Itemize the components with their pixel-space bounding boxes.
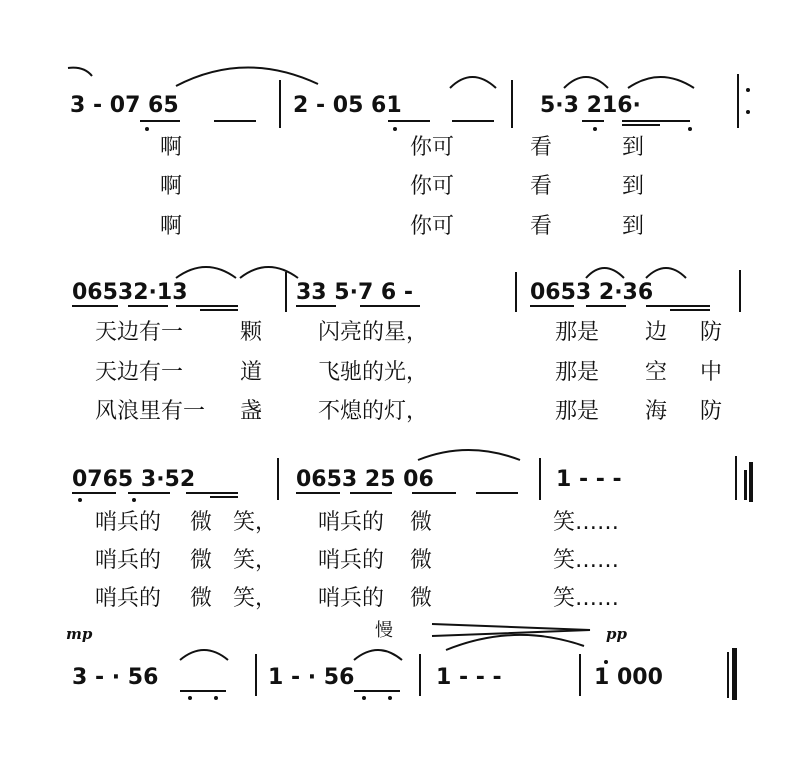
slur-mark (586, 268, 624, 278)
lyric-s2-v1-f: 防 (700, 320, 723, 345)
lyric-s2-v1-b: 颗 (240, 320, 263, 345)
lyric-s2-v2-b: 道 (240, 360, 263, 385)
lyric-s3-v1-a: 哨兵的 (95, 510, 162, 535)
octave-dot (214, 696, 218, 700)
tempo-marking: 慢 (375, 620, 393, 641)
slur-mark (646, 268, 686, 278)
notes-s4-m3: 1 - - - (436, 665, 502, 690)
slur-mark (176, 267, 236, 278)
lyric-s2-v3-f: 防 (700, 399, 723, 424)
repeat-dot (746, 88, 750, 92)
slur-mark (564, 77, 608, 88)
octave-dot (604, 660, 608, 664)
lyric-s2-v2-c: 飞驰的光， (318, 360, 429, 385)
notes-s2-m1: 06532·13 (72, 280, 188, 305)
slur-mark (418, 450, 520, 460)
octave-dot (388, 696, 392, 700)
lyric-s1-v1-b: 你可 (410, 135, 455, 160)
lyric-s3-v1-f: 笑…… (553, 510, 620, 535)
notes-s1-m1: 3 - 07 65 (70, 93, 179, 118)
notes-s2-m2: 33 5·7 6 - (296, 280, 414, 305)
lyric-s3-v3-e: 微 (410, 586, 433, 611)
lyric-s1-v1-d: 到 (622, 135, 645, 160)
octave-dot (688, 127, 692, 131)
lyric-s3-v3-c: 笑， (233, 586, 278, 611)
slur-mark (446, 635, 584, 650)
notes-s3-m1: 0765 3·52 (72, 467, 196, 492)
octave-dot (593, 127, 597, 131)
notes-s1-m3: 5·3 216· (540, 93, 641, 118)
lyric-s3-v3-a: 哨兵的 (95, 586, 162, 611)
lyric-s3-v2-a: 哨兵的 (95, 548, 162, 573)
lyric-s2-v3-b: 盏 (240, 399, 263, 424)
lyric-s3-v3-f: 笑…… (553, 586, 620, 611)
repeat-dot (746, 110, 750, 114)
lyric-s1-v1-a: 啊 (160, 135, 183, 160)
lyric-s3-v1-c: 笑， (233, 510, 278, 535)
lyric-s2-v2-a: 天边有一 (95, 360, 184, 385)
slur-mark (180, 650, 228, 660)
octave-dot (132, 498, 136, 502)
notes-s3-m2: 0653 25 06 (296, 467, 434, 492)
lyric-s3-v2-c: 笑， (233, 548, 278, 573)
dynamic-pp: pp (606, 625, 627, 643)
notes-s4-m4: 1 000 (594, 665, 663, 690)
slur-mark (628, 77, 694, 88)
lyric-s1-v1-c: 看 (530, 135, 553, 160)
slur-mark (176, 67, 318, 86)
lyric-s3-v1-d: 哨兵的 (318, 510, 385, 535)
lyric-s2-v1-d: 那是 (555, 320, 600, 345)
notes-s2-m3: 0653 2·36 (530, 280, 654, 305)
octave-dot (188, 696, 192, 700)
notes-s4-m1: 3 - · 56 (72, 665, 159, 690)
lyric-s1-v3-a: 啊 (160, 214, 183, 239)
octave-dot (78, 498, 82, 502)
lyric-s3-v3-b: 微 (190, 586, 213, 611)
repeat-bar (744, 470, 747, 500)
notes-s3-m3: 1 - - - (556, 467, 622, 492)
lyric-s2-v3-e: 海 (645, 399, 668, 424)
lyric-s2-v2-d: 那是 (555, 360, 600, 385)
final-barline-thick (732, 648, 737, 700)
lyric-s1-v3-b: 你可 (410, 214, 455, 239)
slur-mark (354, 650, 402, 660)
lyric-s1-v2-d: 到 (622, 174, 645, 199)
lyric-s1-v2-b: 你可 (410, 174, 455, 199)
lyric-s3-v1-b: 微 (190, 510, 213, 535)
lyric-s1-v3-d: 到 (622, 214, 645, 239)
octave-dot (145, 127, 149, 131)
lyric-s3-v3-d: 哨兵的 (318, 586, 385, 611)
lyric-s2-v2-f: 中 (700, 360, 723, 385)
lyric-s3-v2-f: 笑…… (553, 548, 620, 573)
lyric-s2-v2-e: 空 (645, 360, 668, 385)
lyric-s2-v1-a: 天边有一 (95, 320, 184, 345)
lyric-s3-v1-e: 微 (410, 510, 433, 535)
lyric-s2-v3-c: 不熄的灯， (318, 399, 429, 424)
lyric-s3-v2-b: 微 (190, 548, 213, 573)
slur-mark (450, 77, 496, 88)
lyric-s3-v2-d: 哨兵的 (318, 548, 385, 573)
lyric-s2-v1-c: 闪亮的星， (318, 320, 429, 345)
final-barline-thin (727, 652, 729, 698)
lyric-s2-v3-d: 那是 (555, 399, 600, 424)
lyric-s2-v3-a: 风浪里有一 (95, 399, 206, 424)
lyric-s3-v2-e: 微 (410, 548, 433, 573)
dynamic-mp: mp (66, 625, 93, 643)
octave-dot (362, 696, 366, 700)
notes-s1-m2: 2 - 05 61 (293, 93, 402, 118)
octave-dot (393, 127, 397, 131)
lyric-s1-v2-a: 啊 (160, 174, 183, 199)
lyric-s2-v1-e: 边 (645, 320, 668, 345)
lyric-s1-v3-c: 看 (530, 214, 553, 239)
slur-mark (240, 267, 298, 278)
tie-mark (68, 68, 92, 76)
repeat-bar (749, 462, 753, 502)
lyric-s1-v2-c: 看 (530, 174, 553, 199)
notes-s4-m2: 1 - · 56 (268, 665, 355, 690)
